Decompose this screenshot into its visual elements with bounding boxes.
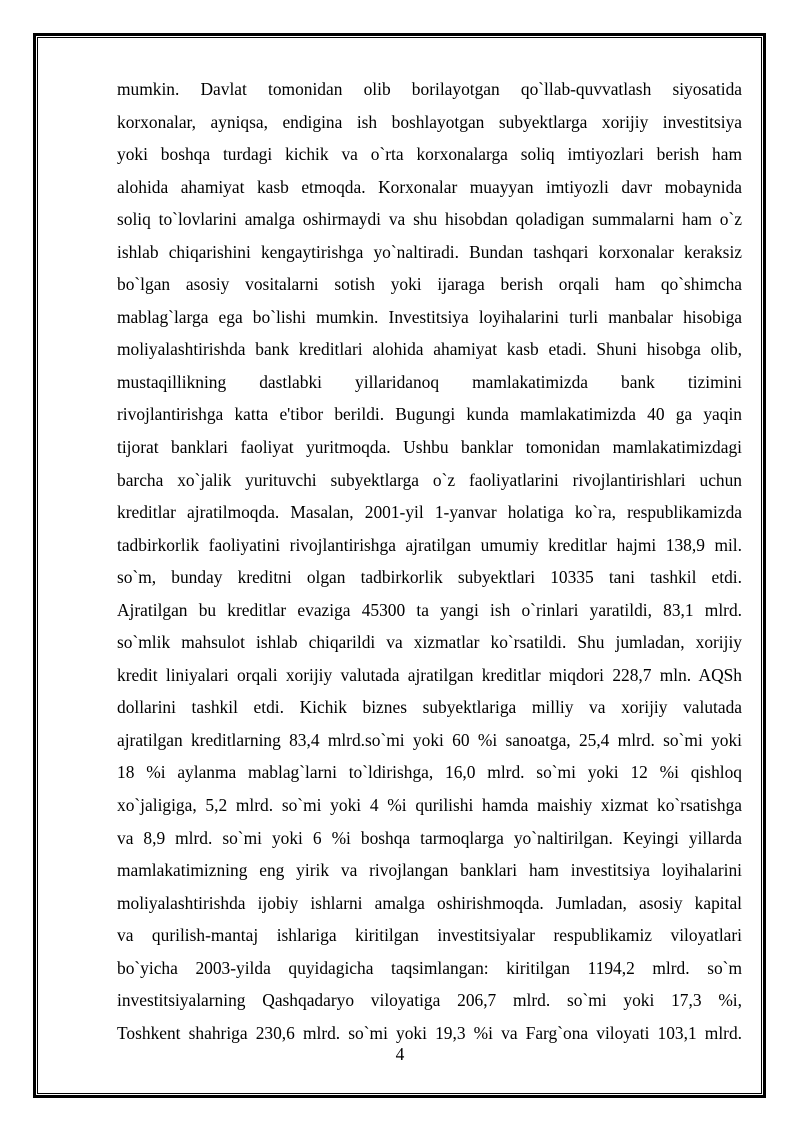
text-line: so`m, bunday kreditni olgan tadbirkorlik subyektlari 10335 tani tashkil etdi. xyxy=(117,567,742,588)
text-line: soliq to`lovlarini amalga oshirmaydi va shu hisobdan qoladigan summalarni ham o`z xyxy=(117,209,742,230)
text-line: Ajratilgan bu kreditlar evaziga 45300 ta yangi ish o`rinlari yaratildi, 83,1 mlrd. xyxy=(117,599,742,620)
text-line: alohida ahamiyat kasb etmoqda. Korxonalar muayyan imtiyozli davr mobaynida xyxy=(117,176,742,197)
text-line: bo`lgan asosiy vositalarni sotish yoki ijaraga berish orqali ham qo`shimcha xyxy=(117,274,742,295)
text-line: rivojlantirishga katta e'tibor berildi. Bugungi kunda mamlakatimizda 40 ga yaqin xyxy=(117,404,742,425)
text-line: korxonalar, ayniqsa, endigina ish boshlayotgan subyektlarga xorijiy investitsiya xyxy=(117,111,742,132)
text-line: Toshkent shahriga 230,6 mlrd. so`mi yoki 19,3 %i va Farg`ona viloyati 103,1 mlrd. xyxy=(117,1022,742,1043)
text-line: investitsiyalarning Qashqadaryo viloyatiga 206,7 mlrd. so`mi yoki 17,3 %i, xyxy=(117,990,742,1011)
text-line: barcha xo`jalik yurituvchi subyektlarga o`z faoliyatlarini rivojlantirishlari uchun xyxy=(117,469,742,490)
body-text xyxy=(117,73,742,1049)
text-line: mablag`larga ega bo`lishi mumkin. Investitsiya loyihalarini turli manbalar hisobiga xyxy=(117,306,742,327)
text-line: tijorat banklari faoliyat yuritmoqda. Ushbu banklar tomonidan mamlakatimizdagi xyxy=(117,437,742,458)
text-line: tadbirkorlik faoliyatini rivojlantirishga ajratilgan umumiy kreditlar hajmi 138,9 mil. xyxy=(117,534,742,555)
text-line: mumkin. Davlat tomonidan olib borilayotgan qo`llab-quvvatlash siyosatida xyxy=(117,79,742,99)
text-line: so`mlik mahsulot ishlab chiqarildi va xizmatlar ko`rsatildi. Shu jumladan, xorijiy xyxy=(117,632,742,653)
text-line: bo`yicha 2003-yilda quyidagicha taqsimlangan: kiritilgan 1194,2 mlrd. so`m xyxy=(117,957,742,978)
text-line: mamlakatimizning eng yirik va rivojlangan banklari ham investitsiya loyihalarini xyxy=(117,860,742,881)
text-line: moliyalashtirishda bank kreditlari alohida ahamiyat kasb etadi. Shuni hisobga olib, xyxy=(117,339,742,360)
text-line: yoki boshqa turdagi kichik va o`rta korxonalarga soliq imtiyozlari berish ham xyxy=(117,144,742,165)
text-line: kreditlar ajratilmoqda. Masalan, 2001-yil 1-yanvar holatiga ko`ra, respublikamizda xyxy=(117,502,742,523)
text-line: xo`jaligiga, 5,2 mlrd. so`mi yoki 4 %i qurilishi hamda maishiy xizmat ko`rsatishga xyxy=(117,795,742,816)
text-line: ishlab chiqarishini kengaytirishga yo`naltiradi. Bundan tashqari korxonalar keraksiz xyxy=(117,241,742,262)
text-line: ajratilgan kreditlarning 83,4 mlrd.so`mi yoki 60 %i sanoatga, 25,4 mlrd. so`mi yoki xyxy=(117,729,742,750)
text-line: va 8,9 mlrd. so`mi yoki 6 %i boshqa tarmoqlarga yo`naltirilgan. Keyingi yillarda xyxy=(117,827,742,848)
page-number: 4 xyxy=(395,1044,405,1064)
text-line: kredit liniyalari orqali xorijiy valutada ajratilgan kreditlar miqdori 228,7 mln. AQSh xyxy=(117,664,742,685)
text-line: mustaqillikning dastlabki yillaridanoq mamlakatimizda bank tizimini xyxy=(117,371,742,392)
text-line: va qurilish-mantaj ishlariga kiritilgan investitsiyalar respublikamiz viloyatlari xyxy=(117,925,742,946)
text-line: dollarini tashkil etdi. Kichik biznes subyektlariga milliy va xorijiy valutada xyxy=(117,697,742,718)
text-line: 18 %i aylanma mablag`larni to`ldirishga, 16,0 mlrd. so`mi yoki 12 %i qishloq xyxy=(117,762,742,783)
text-line: moliyalashtirishda ijobiy ishlarni amalga oshirishmoqda. Jumladan, asosiy kapital xyxy=(117,892,742,913)
